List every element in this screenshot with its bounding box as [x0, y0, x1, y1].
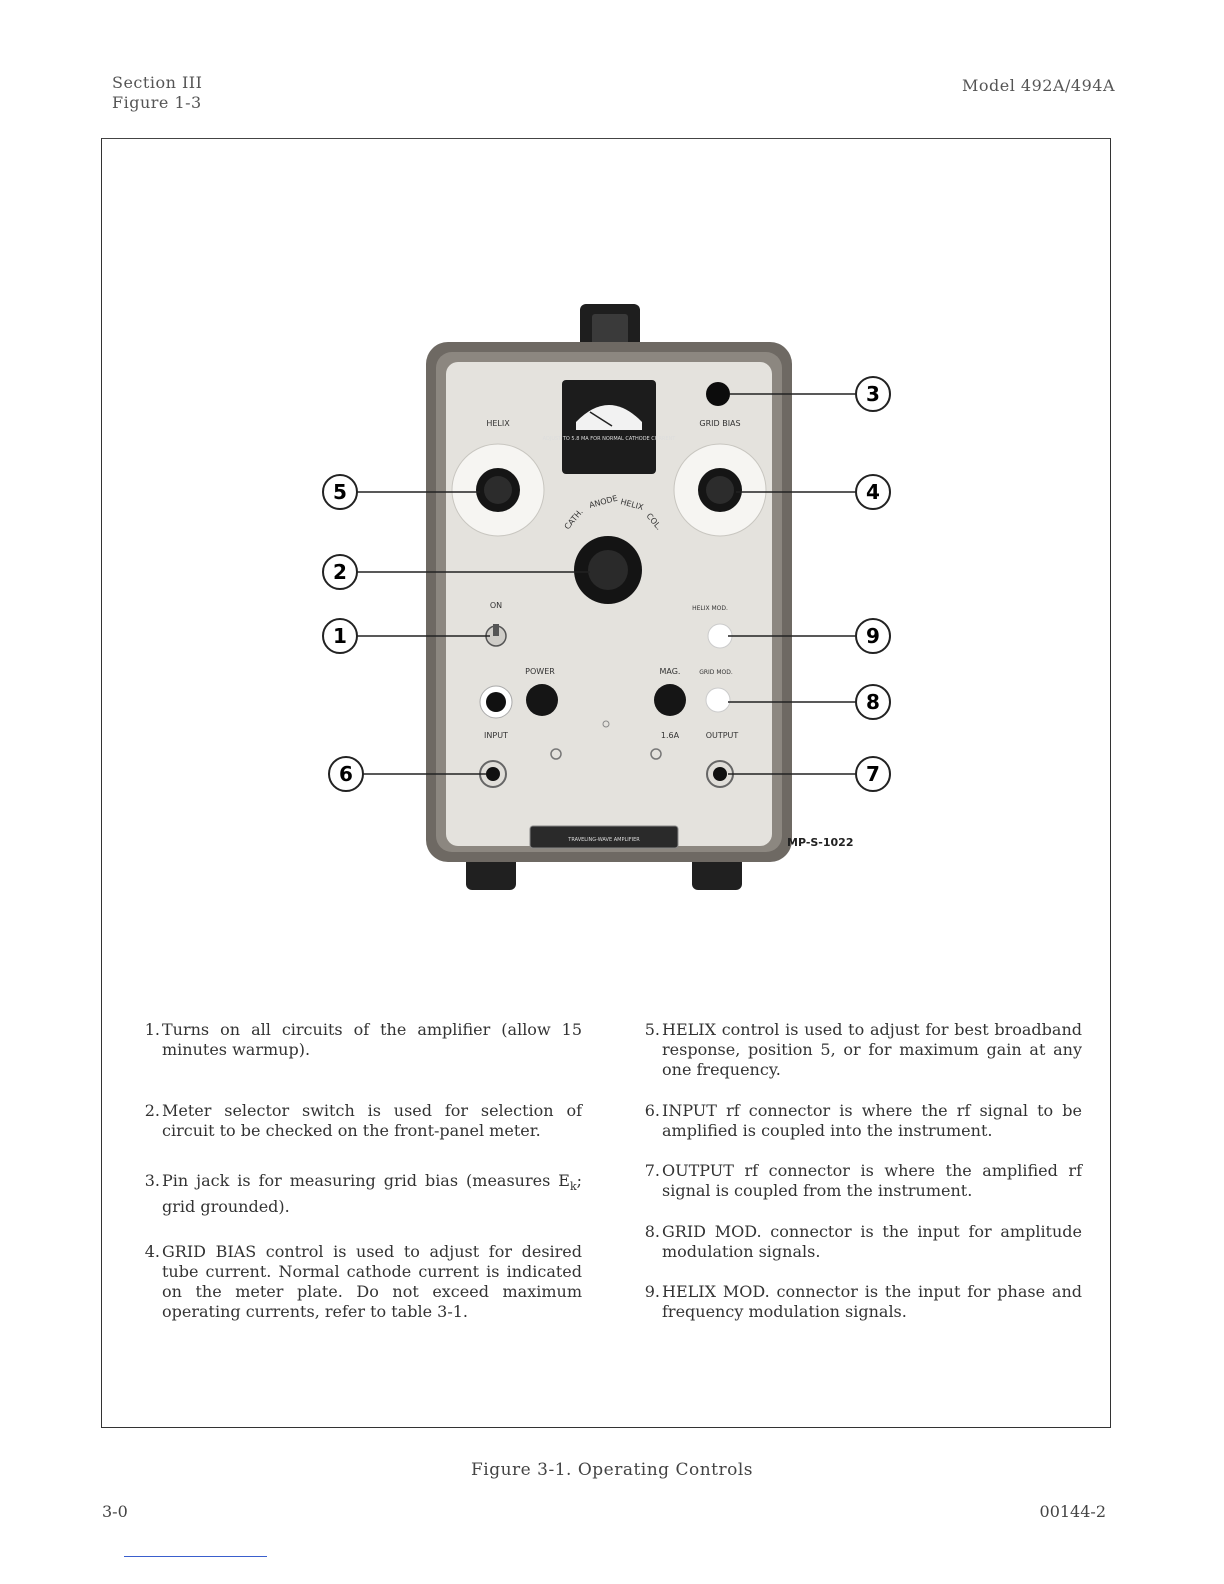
item-text: INPUT rf connector is where the rf signal to be amplified is coupled into the instrument.	[662, 1101, 1082, 1140]
item-number: 5.	[644, 1020, 660, 1039]
footer-rule	[124, 1556, 267, 1557]
item-text: HELIX control is used to adjust for best broadband response, position 5, or for maximum gain at any one frequency.	[662, 1020, 1082, 1079]
item-text: Turns on all circuits of the amplifier (allow 15 minutes warmup).	[162, 1020, 582, 1059]
figure-reference: Figure 1-3	[112, 93, 202, 112]
item-number: 4.	[144, 1242, 160, 1261]
output-label: OUTPUT	[705, 731, 739, 740]
meter-plate-text: ADJUST TO 5.8 MA FOR NORMAL CATHODE CURRENT	[542, 436, 676, 442]
document-id: 00144-2	[1039, 1502, 1106, 1521]
item-text: GRID MOD. connector is the input for amplitude modulation signals.	[662, 1222, 1082, 1261]
description-item-1	[134, 1020, 582, 1060]
description-item-7	[634, 1161, 1082, 1201]
item-text: HELIX MOD. connector is the input for phase and frequency modulation signals.	[662, 1282, 1082, 1321]
item-number: 7.	[644, 1161, 660, 1180]
description-item-8	[634, 1222, 1082, 1262]
callout-1: 1	[333, 624, 347, 648]
grid-mod-connector[interactable]	[706, 688, 730, 712]
switch-pos-helix: HELIX	[619, 497, 645, 512]
mag-label: MAG.	[659, 667, 681, 676]
item-number: 8.	[644, 1222, 660, 1241]
callout-2: 2	[333, 560, 347, 584]
helix-label: HELIX	[486, 419, 510, 428]
input-label: INPUT	[484, 731, 508, 740]
instrument-photo	[300, 290, 920, 910]
description-item-2	[134, 1101, 582, 1141]
switch-pos-cath: CATH.	[562, 507, 585, 532]
model-label: Model 492A/494A	[961, 76, 1115, 95]
item-text: OUTPUT rf connector is where the amplified rf signal is coupled from the instrument.	[662, 1161, 1082, 1200]
photo-plate-id: MP-S-1022	[787, 836, 854, 849]
switch-pos-anode: ANODE	[588, 493, 619, 510]
page-number: 3-0	[102, 1502, 128, 1521]
callout-7: 7	[866, 762, 880, 786]
callout-4: 4	[866, 480, 880, 504]
grid-mod-label: GRID MOD.	[699, 669, 733, 676]
item-number: 3.	[144, 1171, 160, 1190]
description-item-3	[134, 1171, 582, 1217]
callout-9: 9	[866, 624, 880, 648]
helix-mod-label: HELIX MOD.	[692, 605, 728, 612]
callout-8: 8	[866, 690, 880, 714]
power-fuse-holder[interactable]	[526, 684, 558, 716]
item-number: 6.	[644, 1101, 660, 1120]
item-text: GRID BIAS control is used to adjust for desired tube current. Normal cathode current is indicated on the meter plate. Do not exceed maximum operating currents, refer to table 3-1.	[162, 1242, 582, 1321]
grid-bias-label: GRID BIAS	[699, 419, 741, 428]
description-item-6	[634, 1101, 1082, 1141]
nameplate-text: TRAVELING-WAVE AMPLIFIER	[568, 837, 640, 843]
callout-6: 6	[339, 762, 353, 786]
fuse-rating-label: 1.6A	[660, 731, 680, 740]
item-text: Pin jack is for measuring grid bias (measures $E_k$; grid grounded).	[162, 1171, 582, 1217]
description-item-5	[634, 1020, 1082, 1080]
section-label: Section III	[112, 73, 203, 92]
item-number: 9.	[644, 1282, 660, 1301]
item-number: 2.	[144, 1101, 160, 1120]
mag-fuse-holder[interactable]	[654, 684, 686, 716]
description-item-4	[134, 1242, 582, 1322]
figure-caption: Figure 3-1. Operating Controls	[470, 1460, 754, 1480]
item-number: 1.	[144, 1020, 160, 1039]
switch-pos-col: COL.	[644, 511, 664, 532]
description-item-9	[634, 1282, 1082, 1322]
item-text: Meter selector switch is used for selection of circuit to be checked on the front-panel meter.	[162, 1101, 582, 1140]
power-label: POWER	[525, 667, 555, 676]
callout-5: 5	[333, 480, 347, 504]
grid-bias-pin-jack[interactable]	[706, 382, 730, 406]
callout-3: 3	[866, 382, 880, 406]
on-label: ON	[489, 601, 503, 610]
